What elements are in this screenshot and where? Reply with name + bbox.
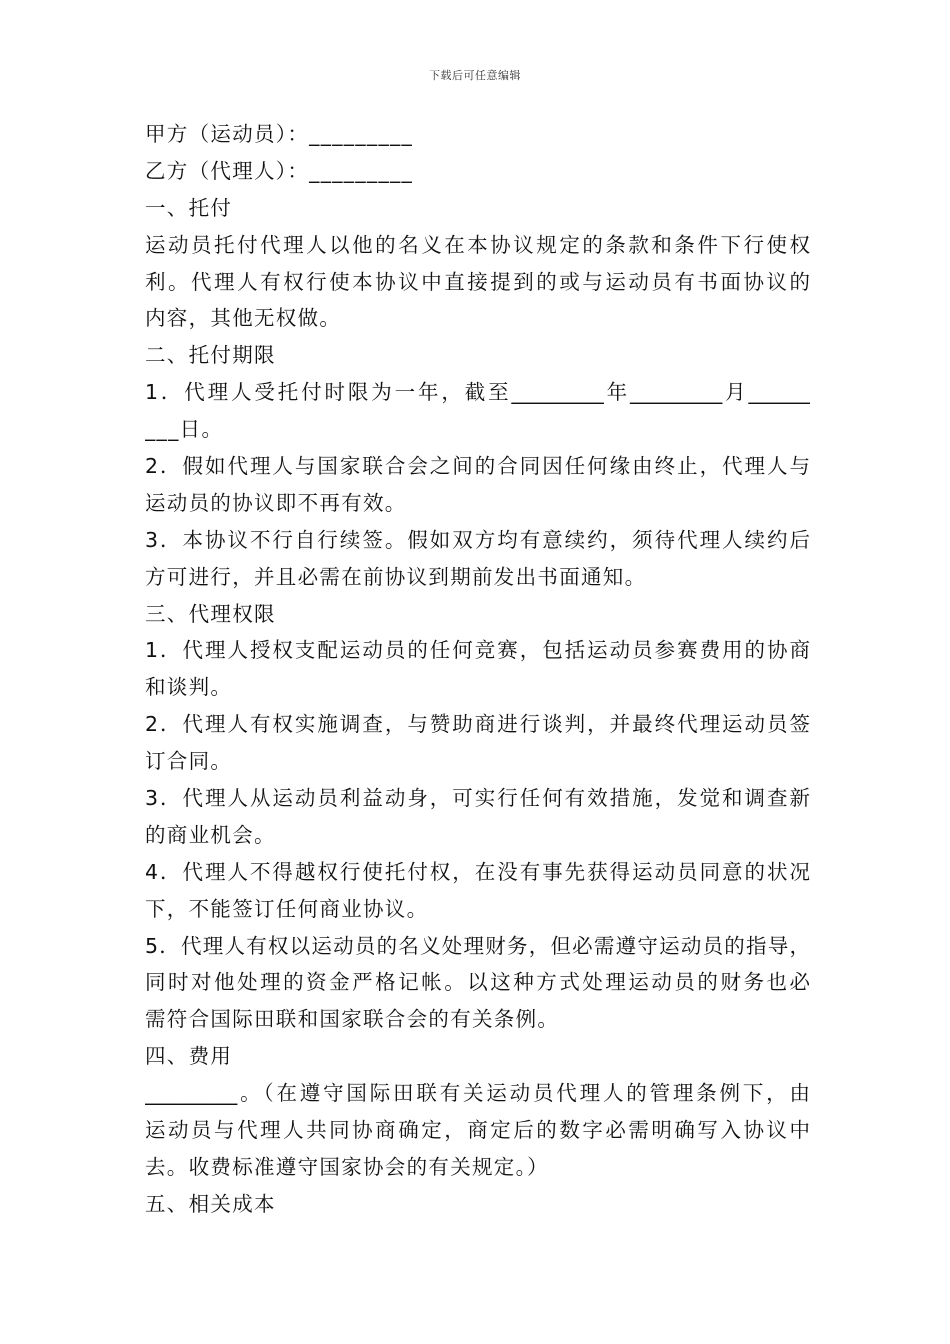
text-line: 和谈判。	[145, 675, 233, 700]
text-line: 下，不能签订任何商业协议。	[145, 896, 429, 921]
text-line: 利。代理人有权行使本协议中直接提到的或与运动员有书面协议的	[145, 269, 810, 294]
text-line: 三、代理权限	[145, 601, 276, 626]
text-line: 五、相关成本	[145, 1191, 276, 1216]
text-line: 运动员的协议即不再有效。	[145, 490, 407, 515]
text-line: 2．假如代理人与国家联合会之间的合同因任何缘由终止，代理人与	[145, 454, 810, 479]
text-line: 3．代理人从运动员利益动身，可实行任何有效措施，发觉和调查新	[145, 786, 810, 811]
text-line: 运动员托付代理人以他的名义在本协议规定的条款和条件下行使权	[145, 232, 810, 257]
text-line: 内容，其他无权做。	[145, 306, 342, 331]
text-line: 同时对他处理的资金严格记帐。以这种方式处理运动员的财务也必	[145, 970, 810, 995]
text-line: 3．本协议不行自行续签。假如双方均有意续约，须待代理人续约后	[145, 527, 810, 552]
page-header: 下载后可任意编辑	[429, 69, 521, 82]
text-line: 5．代理人有权以运动员的名义处理财务，但必需遵守运动员的指导，	[145, 933, 810, 958]
text-line: 1．代理人受托付时限为一年，截至_________年_________月______	[145, 380, 810, 405]
text-line: 乙方（代理人）：_________	[145, 158, 414, 183]
document-body	[145, 116, 810, 1223]
text-line: 需符合国际田联和国家联合会的有关条例。	[145, 1007, 560, 1032]
text-line: 的商业机会。	[145, 822, 276, 847]
text-line: ___日。	[145, 417, 224, 442]
text-line: 去。收费标准遵守国家协会的有关规定。）	[145, 1154, 549, 1179]
text-line: 方可进行，并且必需在前协议到期前发出书面通知。	[145, 564, 647, 589]
text-line: 一、托付	[145, 195, 233, 220]
text-line: _________。（在遵守国际田联有关运动员代理人的管理条例下，由	[145, 1081, 810, 1106]
text-line: 甲方（运动员）：_________	[145, 122, 414, 146]
text-line: 运动员与代理人共同协商确定，商定后的数字必需明确写入协议中	[145, 1118, 810, 1143]
text-line: 订合同。	[145, 749, 233, 774]
text-line: 2．代理人有权实施调查，与赞助商进行谈判，并最终代理运动员签	[145, 712, 810, 737]
text-line: 四、费用	[145, 1044, 233, 1069]
text-line: 4．代理人不得越权行使托付权，在没有事先获得运动员同意的状况	[145, 859, 810, 884]
text-line: 1．代理人授权支配运动员的任何竞赛，包括运动员参赛费用的协商	[145, 638, 810, 663]
text-line: 二、托付期限	[145, 343, 276, 368]
